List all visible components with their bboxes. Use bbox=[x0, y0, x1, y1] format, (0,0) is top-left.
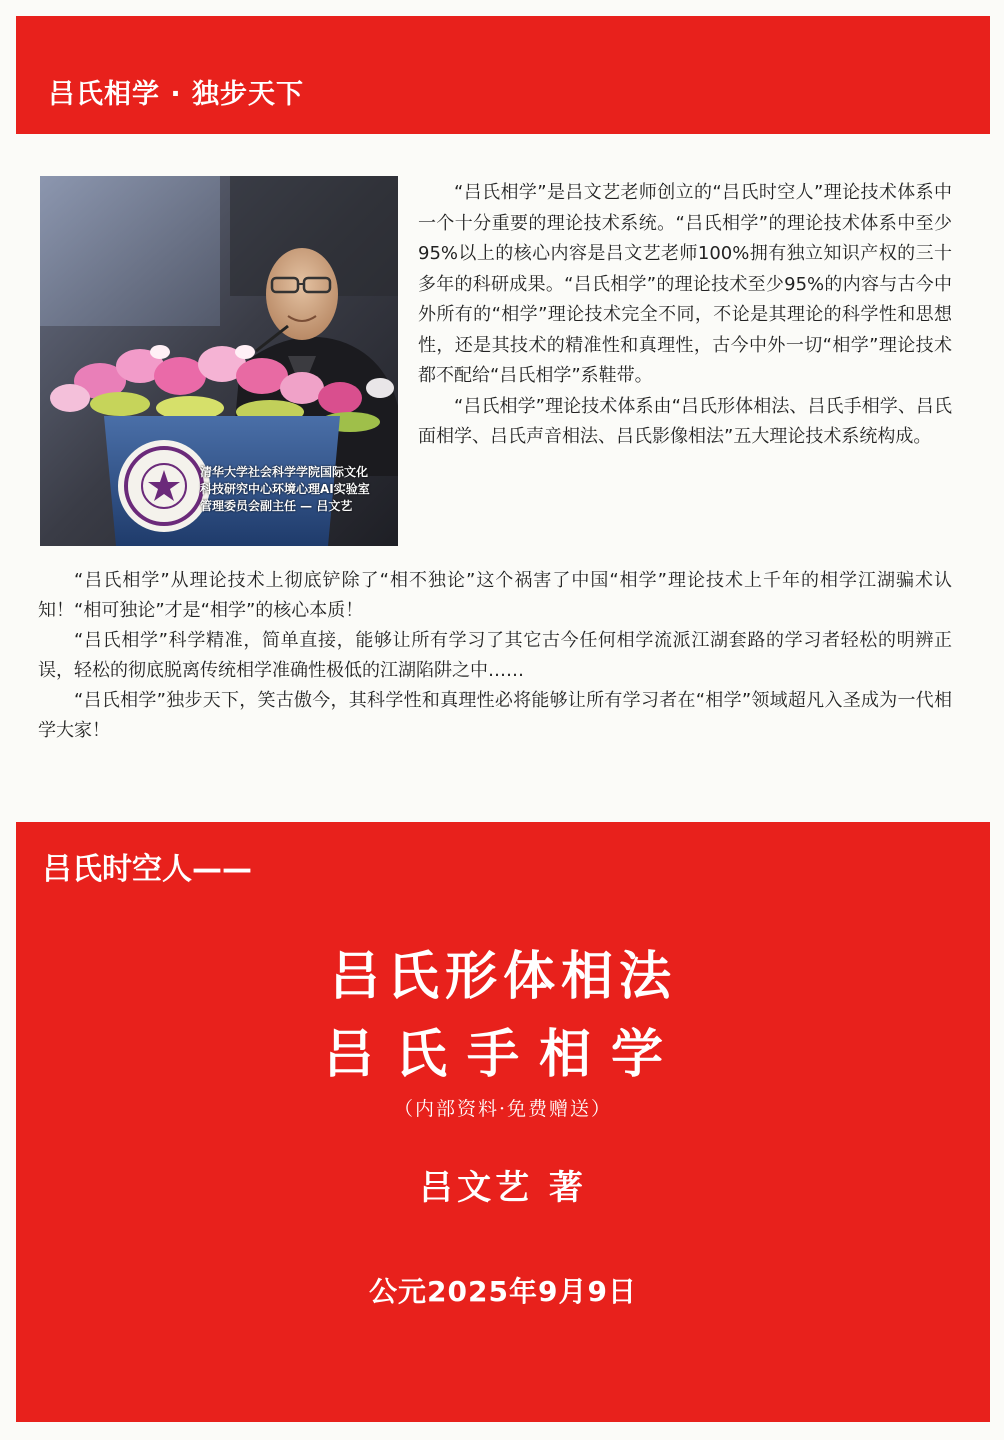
photo-caption bbox=[200, 464, 396, 515]
paragraph: “吕氏相学”独步天下，笑古傲今，其科学性和真理性必将能够让所有学习者在“相学”领域超凡入圣成为一代相学大家！ bbox=[38, 690, 952, 741]
header-banner bbox=[16, 16, 990, 134]
book-title-line: 吕氏手相学 bbox=[322, 1024, 683, 1085]
paragraph: “吕氏相学”理论技术体系由“吕氏形体相法、吕氏手相学、吕氏面相学、吕氏声音相法、吕氏影像相法”五大理论技术系统构成。 bbox=[418, 395, 952, 447]
book-date: 公元2025年9月9日 bbox=[369, 1275, 637, 1308]
photo-caption-line: 清华大学社会科学学院国际文化 bbox=[200, 465, 369, 479]
paragraph: “吕氏相学”从理论技术上彻底铲除了“相不独论”这个祸害了中国“相学”理论技术上千年的相学江湖骗术认知！“相可独论”才是“相学”的核心本质！ bbox=[38, 570, 952, 621]
paragraph: “吕氏相学”是吕文艺老师创立的“吕氏时空人”理论技术体系中一个十分重要的理论技术系统。“吕氏相学”的理论技术体系中至少95%以上的核心内容是吕文艺老师100%拥有独立知识产权的三十多年的科研成果。“吕氏相学”的理论技术至少95%的内容与古今中外所有的“相学”理论技术完全不同，不论是其理论的科学性和思想性，还是其技术的精准性和真理性，古今中外一切“相学”理论技术都不配给“吕氏相学”系鞋带。 bbox=[418, 182, 952, 386]
photo-caption-line: 科技研究中心环境心理AI实验室 bbox=[200, 482, 370, 496]
book-cover-banner bbox=[16, 822, 990, 1422]
book-note: （内部资料·免费赠送） bbox=[393, 1098, 613, 1120]
body-text bbox=[38, 566, 952, 746]
photo-caption-line: 管理委员会副主任 — 吕文艺 bbox=[200, 499, 353, 513]
book-title-line: 吕氏形体相法 bbox=[328, 946, 677, 1007]
paragraph: “吕氏相学”科学精准，简单直接，能够让所有学习了其它古今任何相学流派江湖套路的学习者轻松的明辨正误，轻松的彻底脱离传统相学准确性极低的江湖陷阱之中…… bbox=[38, 630, 952, 681]
book-author: 吕文艺 著 bbox=[419, 1168, 587, 1208]
intro-text bbox=[418, 178, 952, 453]
speaker-photo bbox=[40, 176, 398, 546]
series-label: 吕氏时空人—— bbox=[42, 852, 252, 887]
header-title: 吕氏相学 · 独步天下 bbox=[48, 79, 305, 110]
